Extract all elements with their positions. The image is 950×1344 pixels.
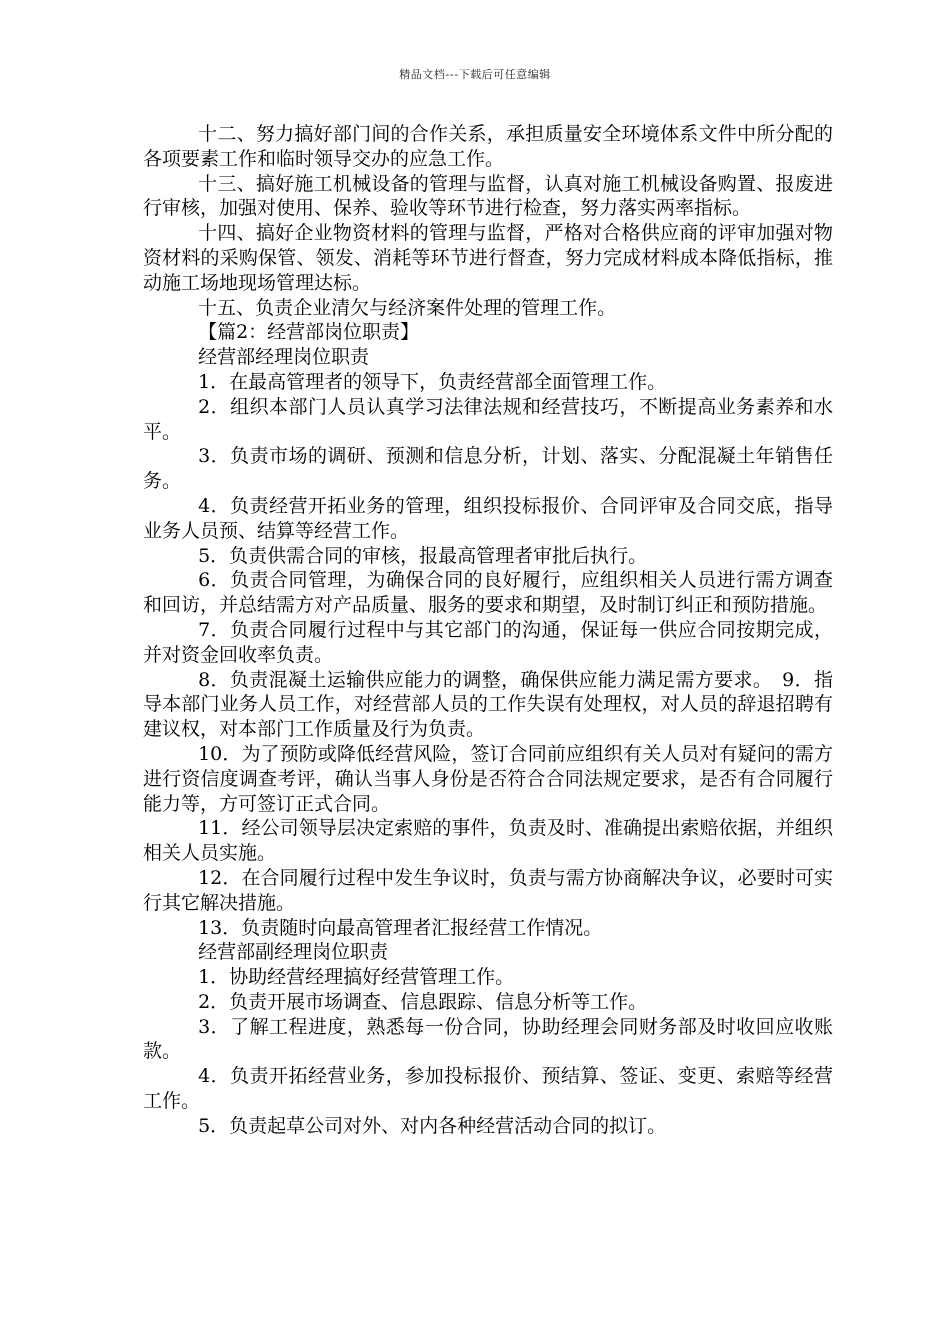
paragraph: 4．负责经营开拓业务的管理，组织投标报价、合同评审及合同交底，指导业务人员预、结算等经营工作。 bbox=[143, 494, 833, 542]
paragraph: 12．在合同履行过程中发生争议时，负责与需方协商解决争议，必要时可实行其它解决措施。 bbox=[143, 866, 833, 914]
subsection-heading: 经营部副经理岗位职责 bbox=[198, 941, 389, 964]
page-header: 精品文档---下载后可任意编辑 bbox=[399, 68, 551, 81]
paragraph: 3．了解工程进度，熟悉每一份合同，协助经理会同财务部及时收回应收账款。 bbox=[143, 1015, 833, 1063]
paragraph: 2．负责开展市场调查、信息跟踪、信息分析等工作。 bbox=[198, 990, 648, 1013]
paragraph: 5．负责供需合同的审核，报最高管理者审批后执行。 bbox=[198, 544, 648, 567]
paragraph: 2．组织本部门人员认真学习法律法规和经营技巧，不断提高业务素养和水平。 bbox=[143, 395, 833, 443]
document-body bbox=[143, 122, 833, 1139]
paragraph: 13．负责随时向最高管理者汇报经营工作情况。 bbox=[198, 916, 603, 939]
paragraph: 10．为了预防或降低经营风险，签订合同前应组织有关人员对有疑问的需方进行资信度调查考评，确认当事人身份是否符合合同法规定要求，是否有合同履行能力等，方可签订正式合同。 bbox=[143, 742, 833, 815]
paragraph: 1．协助经营经理搞好经营管理工作。 bbox=[198, 966, 515, 989]
paragraph: 6．负责合同管理，为确保合同的良好履行，应组织相关人员进行需方调查和回访，并总结需方对产品质量、服务的要求和期望，及时制订纠正和预防措施。 bbox=[143, 569, 833, 617]
paragraph: 十五、负责企业清欠与经济案件处理的管理工作。 bbox=[198, 296, 617, 319]
paragraph: 十三、搞好施工机械设备的管理与监督，认真对施工机械设备购置、报废进行审核，加强对使用、保养、验收等环节进行检查，努力落实两率指标。 bbox=[143, 172, 833, 220]
paragraph: 十四、搞好企业物资材料的管理与监督，严格对合格供应商的评审加强对物资材料的采购保管、领发、消耗等环节进行督查，努力完成材料成本降低指标，推动施工场地现场管理达标。 bbox=[143, 222, 833, 294]
paragraph: 3．负责市场的调研、预测和信息分析，计划、落实、分配混凝土年销售任务。 bbox=[143, 445, 833, 493]
paragraph: 7．负责合同履行过程中与其它部门的沟通，保证每一供应合同按期完成，并对资金回收率负责。 bbox=[143, 618, 833, 666]
paragraph: 1．在最高管理者的领导下，负责经营部全面管理工作。 bbox=[198, 370, 667, 393]
paragraph: 11．经公司领导层决定索赔的事件，负责及时、准确提出索赔依据，并组织相关人员实施。 bbox=[143, 817, 833, 865]
paragraph: 8．负责混凝土运输供应能力的调整，确保供应能力满足需方要求。 9．指导本部门业务人员工作，对经营部人员的工作失误有处理权，对人员的辞退招聘有建议权，对本部门工作质量及行为负责。 bbox=[143, 668, 833, 741]
section-heading: 【篇2：经营部岗位职责】 bbox=[198, 321, 420, 344]
paragraph: 十二、努力搞好部门间的合作关系，承担质量安全环境体系文件中所分配的各项要素工作和临时领导交办的应急工作。 bbox=[143, 123, 833, 170]
subsection-heading: 经营部经理岗位职责 bbox=[198, 346, 370, 369]
paragraph: 4．负责开拓经营业务，参加投标报价、预结算、签证、变更、索赔等经营工作。 bbox=[143, 1065, 833, 1113]
paragraph: 5．负责起草公司对外、对内各种经营活动合同的拟订。 bbox=[198, 1114, 667, 1137]
